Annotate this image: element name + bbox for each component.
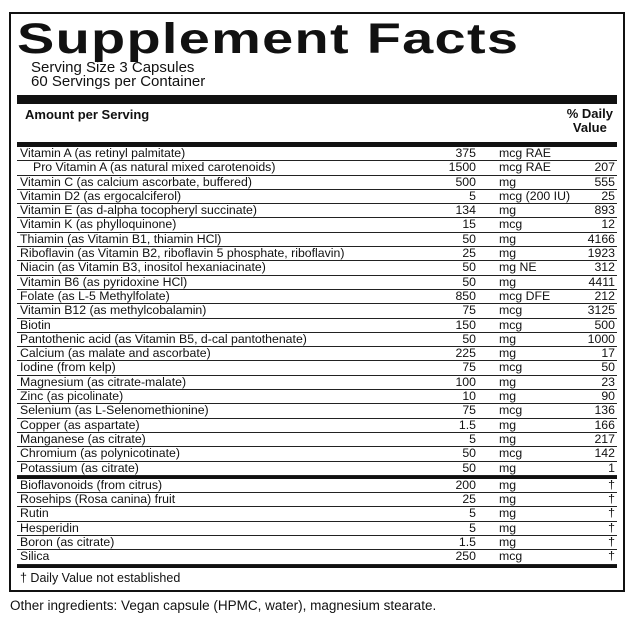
nutrient-unit: mcg bbox=[499, 403, 523, 418]
nutrient-unit: mg bbox=[499, 535, 517, 550]
column-header bbox=[17, 104, 617, 143]
nutrient-unit: mcg bbox=[499, 446, 523, 461]
nutrient-amount: 50 bbox=[462, 231, 476, 246]
nutrient-amount: 225 bbox=[455, 346, 476, 361]
nutrient-row bbox=[17, 419, 617, 433]
nutrient-row bbox=[17, 233, 617, 247]
nutrient-daily-value: 4166 bbox=[587, 231, 615, 246]
footnote: † Daily Value not established bbox=[20, 570, 181, 585]
daily-value-label bbox=[567, 107, 613, 135]
nutrient-daily-value: 90 bbox=[601, 389, 615, 404]
nutrient-unit: mcg bbox=[499, 360, 523, 375]
nutrient-name: Rutin bbox=[20, 506, 49, 521]
nutrient-daily-value: † bbox=[608, 506, 615, 521]
nutrient-daily-value: 1000 bbox=[587, 331, 615, 346]
nutrient-amount: 50 bbox=[462, 260, 476, 275]
other-active-row bbox=[17, 493, 617, 507]
nutrient-name: Magnesium (as citrate-malate) bbox=[20, 374, 187, 389]
nutrient-unit: mg bbox=[499, 203, 517, 218]
other-active-row bbox=[17, 550, 617, 564]
nutrient-amount: 134 bbox=[455, 203, 476, 218]
nutrient-amount: 10 bbox=[462, 389, 476, 404]
daily-value-line1: % Daily bbox=[566, 106, 613, 121]
nutrient-amount: 25 bbox=[462, 246, 476, 261]
nutrient-amount: 850 bbox=[455, 288, 476, 303]
nutrient-daily-value: 17 bbox=[601, 346, 615, 361]
nutrient-name: Copper (as aspartate) bbox=[20, 417, 140, 432]
nutrient-daily-value: 136 bbox=[594, 403, 615, 418]
nutrient-amount: 375 bbox=[455, 146, 476, 160]
nutrient-amount: 200 bbox=[455, 477, 476, 492]
nutrient-name: Vitamin C (as calcium ascorbate, buffered) bbox=[20, 174, 252, 189]
nutrient-amount: 5 bbox=[469, 520, 476, 535]
nutrient-name: Vitamin D2 (as ergocalciferol) bbox=[20, 188, 182, 203]
nutrient-amount: 75 bbox=[462, 403, 476, 418]
supplement-facts-panel bbox=[9, 12, 625, 592]
nutrient-unit: mcg bbox=[499, 317, 523, 332]
nutrient-unit: mg NE bbox=[499, 260, 537, 275]
nutrient-name: Vitamin E (as d-alpha tocopheryl succinate) bbox=[20, 203, 257, 218]
nutrient-unit: mcg RAE bbox=[499, 160, 551, 175]
nutrient-row bbox=[17, 376, 617, 390]
nutrient-unit: mcg bbox=[499, 549, 523, 564]
nutrient-unit: mg bbox=[499, 492, 517, 507]
nutrient-row bbox=[17, 347, 617, 361]
nutrient-name: Biotin bbox=[20, 317, 51, 332]
nutrient-name: Iodine (from kelp) bbox=[20, 360, 116, 375]
nutrient-name: Hesperidin bbox=[20, 520, 79, 535]
nutrient-daily-value: 500 bbox=[594, 317, 615, 332]
nutrient-amount: 50 bbox=[462, 460, 476, 475]
nutrient-amount: 75 bbox=[462, 360, 476, 375]
nutrient-row bbox=[17, 290, 617, 304]
nutrient-row bbox=[17, 390, 617, 404]
nutrient-unit: mg bbox=[499, 331, 517, 346]
nutrient-amount: 1500 bbox=[448, 160, 476, 175]
nutrient-daily-value: 25 bbox=[601, 188, 615, 203]
nutrient-name: Riboflavin (as Vitamin B2, riboflavin 5 phosphate, riboflavin) bbox=[20, 246, 345, 261]
daily-value-line2: Value bbox=[572, 120, 607, 135]
nutrient-amount: 50 bbox=[462, 274, 476, 289]
nutrient-daily-value: 312 bbox=[594, 260, 615, 275]
nutrient-amount: 5 bbox=[469, 188, 476, 203]
nutrient-amount: 250 bbox=[455, 549, 476, 564]
nutrient-name: Boron (as citrate) bbox=[20, 535, 115, 550]
nutrient-amount: 1.5 bbox=[458, 417, 476, 432]
nutrient-unit: mg bbox=[499, 477, 517, 492]
other-active-row bbox=[17, 536, 617, 550]
nutrient-daily-value: † bbox=[608, 492, 615, 507]
nutrient-unit: mg bbox=[499, 346, 517, 361]
nutrient-daily-value: 1 bbox=[608, 460, 615, 475]
nutrient-name: Calcium (as malate and ascorbate) bbox=[20, 346, 211, 361]
nutrient-name: Zinc (as picolinate) bbox=[20, 389, 124, 404]
nutrient-daily-value: 893 bbox=[594, 203, 615, 218]
nutrient-name: Folate (as L-5 Methylfolate) bbox=[20, 288, 170, 303]
other-ingredients: Other ingredients: Vegan capsule (HPMC, water), magnesium stearate. bbox=[10, 598, 437, 613]
nutrient-row bbox=[17, 319, 617, 333]
nutrient-unit: mcg bbox=[499, 303, 523, 318]
nutrient-unit: mcg DFE bbox=[499, 288, 551, 303]
nutrient-daily-value: 166 bbox=[594, 417, 615, 432]
nutrient-amount: 5 bbox=[469, 506, 476, 521]
nutrient-unit: mg bbox=[499, 431, 517, 446]
nutrient-daily-value: 3125 bbox=[587, 303, 615, 318]
nutrient-amount: 15 bbox=[462, 217, 476, 232]
nutrient-amount: 1.5 bbox=[458, 535, 476, 550]
nutrient-unit: mcg RAE bbox=[499, 146, 551, 160]
nutrient-row bbox=[17, 147, 617, 161]
nutrient-daily-value: 142 bbox=[594, 446, 615, 461]
nutrient-amount: 50 bbox=[462, 446, 476, 461]
nutrient-name: Thiamin (as Vitamin B1, thiamin HCl) bbox=[20, 231, 222, 246]
nutrient-daily-value: 217 bbox=[594, 431, 615, 446]
nutrient-row bbox=[17, 204, 617, 218]
nutrient-row bbox=[17, 276, 617, 290]
other-active-row bbox=[17, 507, 617, 521]
nutrient-name: Bioflavonoids (from citrus) bbox=[20, 477, 163, 492]
nutrient-name: Vitamin B12 (as methylcobalamin) bbox=[20, 303, 207, 318]
nutrient-row bbox=[17, 447, 617, 461]
nutrient-row bbox=[17, 462, 617, 476]
nutrient-unit: mcg bbox=[499, 217, 523, 232]
nutrient-row bbox=[17, 161, 617, 175]
thick-divider bbox=[17, 95, 617, 104]
servings-per-container: 60 Servings per Container bbox=[31, 73, 206, 90]
nutrient-unit: mg bbox=[499, 374, 517, 389]
nutrient-name: Manganese (as citrate) bbox=[20, 431, 146, 446]
nutrient-daily-value: 1923 bbox=[587, 246, 615, 261]
nutrient-row bbox=[17, 261, 617, 275]
nutrient-name: Vitamin K (as phylloquinone) bbox=[20, 217, 177, 232]
nutrient-daily-value: 23 bbox=[601, 374, 615, 389]
nutrient-row bbox=[17, 404, 617, 418]
nutrient-daily-value: 50 bbox=[601, 360, 615, 375]
nutrient-amount: 5 bbox=[469, 431, 476, 446]
nutrient-amount: 75 bbox=[462, 303, 476, 318]
nutrient-daily-value: 12 bbox=[601, 217, 615, 232]
nutrient-list bbox=[17, 147, 617, 476]
nutrient-name: Niacin (as Vitamin B3, inositol hexaniacinate) bbox=[20, 260, 266, 275]
nutrient-name: Chromium (as polynicotinate) bbox=[20, 446, 180, 461]
nutrient-row bbox=[17, 433, 617, 447]
nutrient-name: Pro Vitamin A (as natural mixed carotenoids) bbox=[33, 160, 276, 175]
nutrient-row bbox=[17, 176, 617, 190]
nutrient-name: Selenium (as L-Selenomethionine) bbox=[20, 403, 209, 418]
nutrient-unit: mg bbox=[499, 506, 517, 521]
footnote-divider bbox=[17, 565, 617, 568]
nutrient-unit: mg bbox=[499, 520, 517, 535]
nutrient-name: Potassium (as citrate) bbox=[20, 460, 139, 475]
nutrient-daily-value: † bbox=[608, 520, 615, 535]
nutrient-amount: 100 bbox=[455, 374, 476, 389]
nutrient-amount: 150 bbox=[455, 317, 476, 332]
nutrient-amount: 50 bbox=[462, 331, 476, 346]
nutrient-name: Silica bbox=[20, 549, 50, 564]
nutrient-unit: mg bbox=[499, 231, 517, 246]
nutrient-unit: mg bbox=[499, 274, 517, 289]
nutrient-amount: 25 bbox=[462, 492, 476, 507]
nutrient-name: Vitamin B6 (as pyridoxine HCl) bbox=[20, 274, 188, 289]
nutrient-unit: mg bbox=[499, 460, 517, 475]
nutrient-unit: mg bbox=[499, 417, 517, 432]
nutrient-unit: mg bbox=[499, 389, 517, 404]
nutrient-daily-value: 212 bbox=[594, 288, 615, 303]
nutrient-row bbox=[17, 218, 617, 232]
nutrient-name: Vitamin A (as retinyl palmitate) bbox=[20, 146, 186, 160]
nutrient-name: Pantothenic acid (as Vitamin B5, d-cal pantothenate) bbox=[20, 331, 307, 346]
nutrient-daily-value: 207 bbox=[594, 160, 615, 175]
nutrient-row bbox=[17, 190, 617, 204]
nutrient-amount: 500 bbox=[455, 174, 476, 189]
nutrient-row bbox=[17, 361, 617, 375]
serving-size: Serving Size 3 Capsules bbox=[31, 59, 195, 76]
nutrient-row bbox=[17, 333, 617, 347]
nutrient-name: Rosehips (Rosa canina) fruit bbox=[20, 492, 176, 507]
nutrient-unit: mg bbox=[499, 246, 517, 261]
other-actives-list bbox=[17, 479, 617, 565]
amount-per-serving-label: Amount per Serving bbox=[25, 107, 150, 122]
other-active-row bbox=[17, 522, 617, 536]
nutrient-row bbox=[17, 304, 617, 318]
other-active-row bbox=[17, 479, 617, 493]
nutrient-daily-value: † bbox=[608, 535, 615, 550]
nutrient-unit: mcg (200 IU) bbox=[499, 188, 571, 203]
nutrient-daily-value: † bbox=[608, 549, 615, 564]
nutrient-row bbox=[17, 247, 617, 261]
nutrient-unit: mg bbox=[499, 174, 517, 189]
nutrient-daily-value: † bbox=[608, 477, 615, 492]
nutrient-daily-value: 4411 bbox=[588, 274, 615, 289]
nutrient-daily-value: 555 bbox=[594, 174, 615, 189]
panel-title: Supplement Facts bbox=[17, 15, 520, 63]
